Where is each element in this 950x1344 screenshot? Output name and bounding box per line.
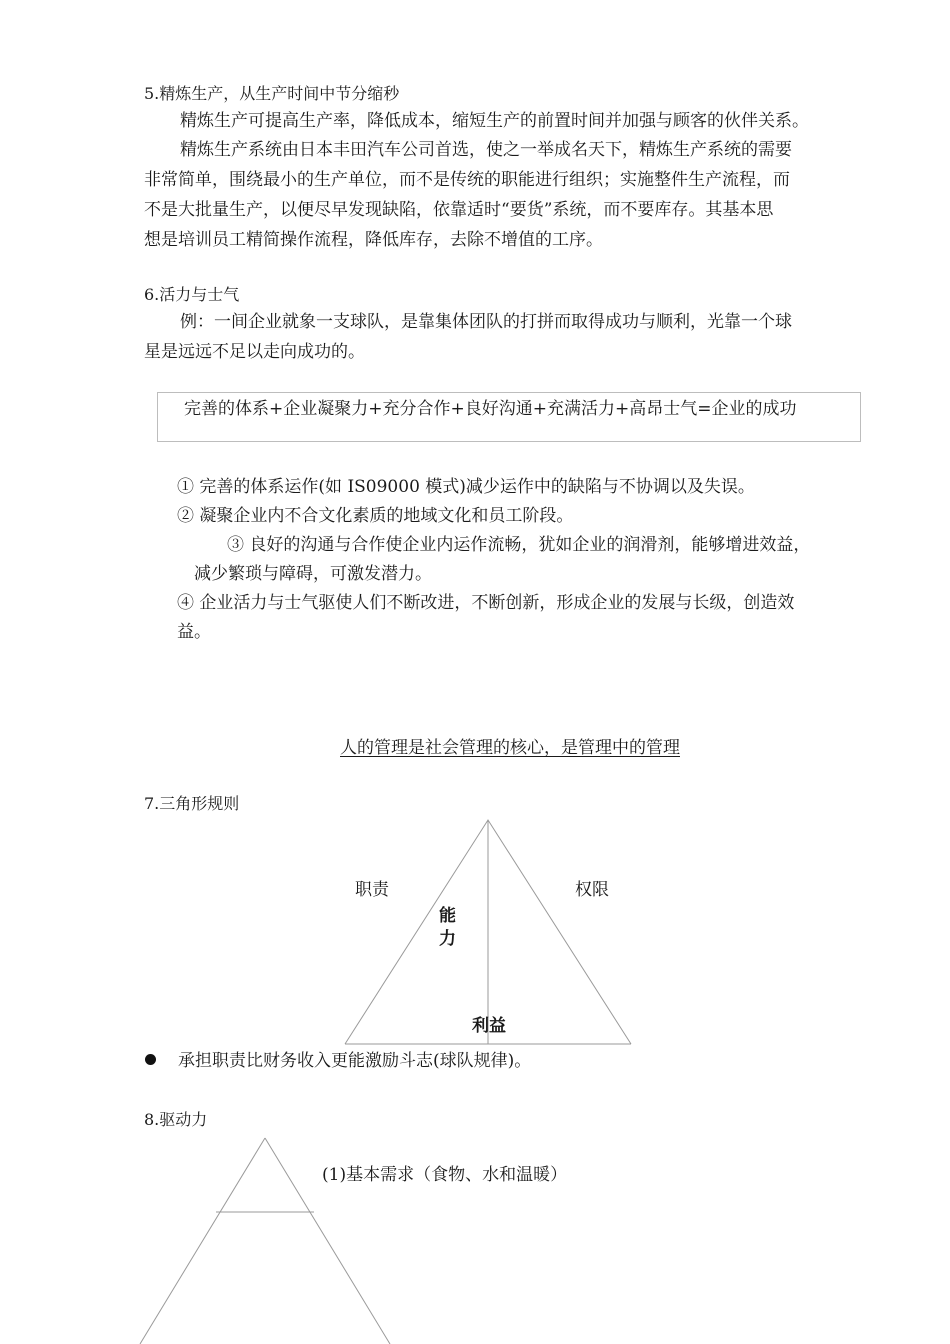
triangle-label-right: 权限: [575, 880, 609, 900]
paragraph-line: 例：一间企业就象一支球队，是靠集体团队的打拼而取得成功与顺利，光靠一个球: [180, 312, 792, 332]
section8-heading: 8.驱动力: [144, 1110, 208, 1129]
bullet-icon: [145, 1054, 156, 1065]
pyramid-left-side: [140, 1138, 265, 1344]
section5-heading: 5.精炼生产，从生产时间中节分缩秒: [144, 84, 400, 103]
triangle-label-left: 职责: [355, 880, 389, 900]
paragraph-line: 不是大批量生产，以便尽早发现缺陷，依靠适时“要货”系统，而不要库存。其基本思: [144, 200, 774, 220]
list-item-2: ② 凝聚企业内不合文化素质的地域文化和员工阶段。: [177, 506, 574, 526]
paragraph-line: 星是远远不足以走向成功的。: [144, 342, 365, 362]
triangle-label-bottom: 利益: [472, 1016, 506, 1036]
list-item-3: ③ 良好的沟通与合作使企业内运作流畅，犹如企业的润滑剂，能够增进效益，: [227, 535, 811, 555]
bullet-text: 承担职责比财务收入更能激励斗志(球队规律)。: [178, 1051, 532, 1071]
section6-heading: 6.活力与士气: [144, 285, 240, 304]
pyramid-level-1-label: (1)基本需求（食物、水和温暖）: [322, 1165, 568, 1185]
list-item-1: ① 完善的体系运作(如 IS09000 模式)减少运作中的缺陷与不协调以及失误。: [177, 477, 755, 497]
list-item-3-cont: 减少繁琐与障碍，可激发潜力。: [194, 564, 432, 584]
triangle-label-ability-2: 力: [439, 929, 456, 949]
formula-text: 完善的体系+企业凝聚力+充分合作+良好沟通+充满活力+高昂士气=企业的成功: [184, 399, 797, 419]
section7-heading: 7.三角形规则: [144, 794, 240, 813]
paragraph-line: 精炼生产系统由日本丰田汽车公司首选，使之一举成名天下，精炼生产系统的需要: [180, 140, 792, 160]
center-title: 人的管理是社会管理的核心，是管理中的管理: [340, 738, 680, 758]
list-item-4: ④ 企业活力与士气驱使人们不断改进，不断创新，形成企业的发展与长级，创造效: [177, 593, 795, 613]
triangle-label-ability-1: 能: [439, 906, 456, 926]
list-item-4-cont: 益。: [177, 622, 211, 642]
paragraph-line: 想是培训员工精简操作流程，降低库存，去除不增值的工序。: [144, 230, 603, 250]
paragraph-line: 精炼生产可提高生产率，降低成本，缩短生产的前置时间并加强与顾客的伙伴关系。: [180, 111, 809, 131]
paragraph-line: 非常简单，围绕最小的生产单位，而不是传统的职能进行组织；实施整件生产流程，而: [144, 170, 790, 190]
